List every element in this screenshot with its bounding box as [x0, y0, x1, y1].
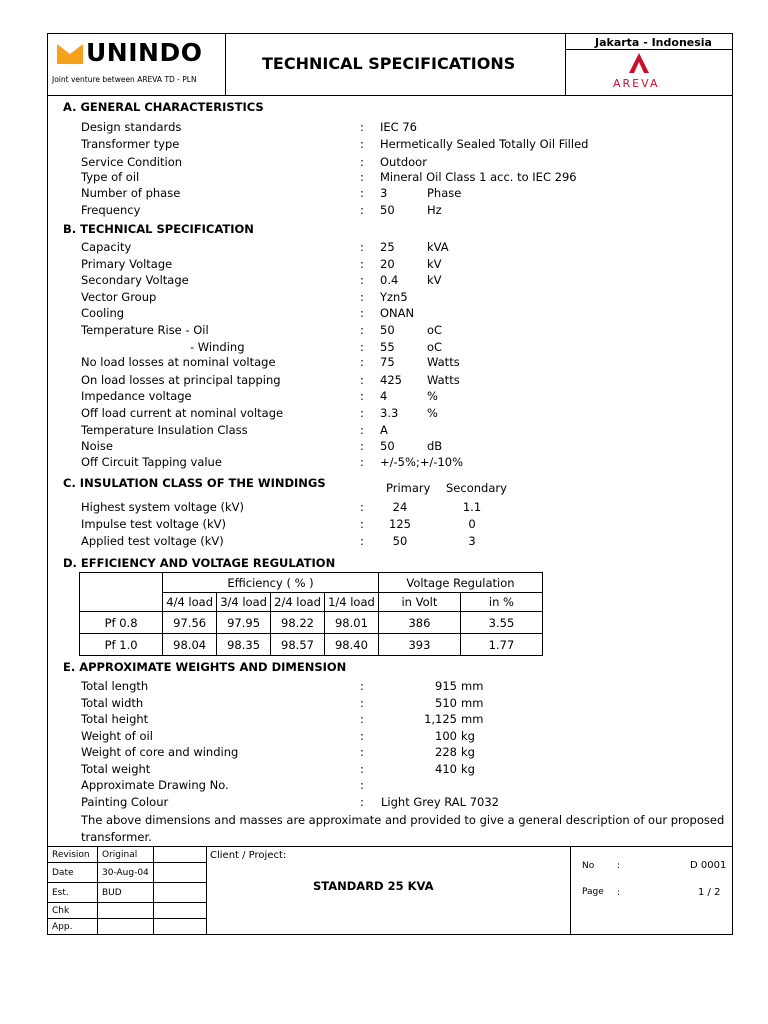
eff-corner-cell [80, 573, 163, 612]
doc-no-label: No [582, 861, 595, 871]
load-header: 2/4 load [271, 593, 325, 612]
page-label: Page [582, 887, 604, 897]
spec-value: +/-5%;+/-10% [380, 455, 463, 469]
efficiency-cell: 98.57 [271, 634, 325, 656]
spec-label: Capacity [81, 240, 132, 254]
spec-unit: kV [427, 273, 442, 287]
areva-logo [627, 51, 651, 78]
load-header: 1/4 load [324, 593, 378, 612]
insulation-colon: : [360, 500, 364, 514]
spec-colon: : [360, 373, 364, 387]
spec-unit: Watts [427, 373, 460, 387]
dimension-colon: : [360, 712, 364, 726]
date-value: 30-Aug-04 [98, 863, 154, 883]
chk-label: Chk [48, 903, 98, 919]
spec-value: Yzn5 [380, 290, 408, 304]
dimension-unit: kg [461, 762, 475, 776]
spec-unit: kV [427, 257, 442, 271]
unindo-mark-icon [55, 40, 85, 66]
dimension-label: Total length [81, 679, 149, 693]
dimension-value: 100 [435, 729, 457, 743]
section-e-title: E. APPROXIMATE WEIGHTS AND DIMENSION [63, 660, 347, 674]
doc-no-value: D 0001 [690, 860, 727, 871]
date-label: Date [48, 863, 98, 883]
efficiency-table [79, 572, 543, 656]
spec-colon: : [360, 203, 364, 217]
efficiency-cell: 98.40 [324, 634, 378, 656]
spec-value: 25 [380, 240, 395, 254]
spec-label: Vector Group [81, 290, 157, 304]
spec-label: On load losses at principal tapping [81, 373, 281, 387]
dimension-note-cont: transformer. [81, 830, 152, 844]
efficiency-cell: 97.95 [217, 612, 271, 634]
dimension-unit: kg [461, 729, 475, 743]
spec-unit: % [427, 406, 438, 420]
spec-unit: oC [427, 323, 443, 337]
insulation-colon: : [360, 517, 364, 531]
efficiency-cell: 97.56 [163, 612, 217, 634]
dimension-unit: kg [461, 745, 475, 759]
spec-label: Frequency [81, 203, 141, 217]
joint-venture-text: Joint venture between AREVA TD - PLN [52, 75, 197, 84]
insulation-secondary: 1.1 [462, 500, 482, 514]
dimension-unit: mm [461, 679, 484, 693]
spec-unit: kVA [427, 240, 449, 254]
spec-label: Type of oil [81, 170, 140, 184]
spec-colon: : [360, 257, 364, 271]
col-secondary-header: Secondary [446, 481, 507, 495]
spec-label: Temperature Rise - Oil [81, 323, 209, 337]
areva-text: AREVA [613, 77, 660, 90]
dimension-colon: : [360, 696, 364, 710]
est-empty [154, 883, 207, 903]
dimension-value: 915 [435, 679, 457, 693]
spec-value: 425 [380, 373, 402, 387]
spec-label: Primary Voltage [81, 257, 173, 271]
insulation-primary: 24 [392, 500, 408, 514]
insulation-secondary: 0 [468, 517, 476, 531]
spec-colon: : [360, 323, 364, 337]
est-label: Est. [48, 883, 98, 903]
header-divider-h2 [565, 49, 733, 50]
location-text: Jakarta - Indonesia [595, 36, 712, 49]
spec-label: - Winding [190, 340, 245, 354]
header-divider-v2 [565, 33, 566, 95]
paint-label: Painting Colour [81, 795, 169, 809]
spec-colon: : [360, 340, 364, 354]
revision-table [47, 846, 207, 935]
spec-value: 75 [380, 355, 395, 369]
spec-unit: Watts [427, 355, 460, 369]
spec-colon: : [360, 389, 364, 403]
spec-label: Transformer type [81, 137, 180, 151]
spec-value: Outdoor [380, 155, 427, 169]
section-a-title: A. GENERAL CHARACTERISTICS [63, 100, 264, 114]
project-name: STANDARD 25 KVA [313, 879, 434, 893]
regulation-pct-cell: 1.77 [460, 634, 542, 656]
insulation-label: Applied test voltage (kV) [81, 534, 224, 548]
dimension-colon: : [360, 679, 364, 693]
footer-divider-v [570, 846, 571, 935]
date-empty [154, 863, 207, 883]
page-colon: : [617, 888, 621, 898]
dimension-value: 1,125 [424, 712, 457, 726]
revision-label: Revision [48, 847, 98, 863]
spec-value: ONAN [380, 306, 415, 320]
dimension-label: Total weight [81, 762, 151, 776]
spec-colon: : [360, 186, 364, 200]
regulation-volt-cell: 393 [378, 634, 460, 656]
areva-mark-icon [627, 51, 651, 75]
efficiency-cell: 98.04 [163, 634, 217, 656]
spec-colon: : [360, 240, 364, 254]
dimension-colon: : [360, 762, 364, 776]
section-d-title: D. EFFICIENCY AND VOLTAGE REGULATION [63, 556, 336, 570]
dimension-value: 510 [435, 696, 457, 710]
doc-no-colon: : [617, 861, 621, 871]
spec-label: Cooling [81, 306, 125, 320]
spec-value: 3.3 [380, 406, 399, 420]
section-c-title: C. INSULATION CLASS OF THE WINDINGS [63, 476, 326, 490]
spec-value: Hermetically Sealed Totally Oil Filled [380, 137, 589, 151]
spec-value: 4 [380, 389, 388, 403]
efficiency-cell: 98.22 [271, 612, 325, 634]
spec-unit: Hz [427, 203, 442, 217]
dimension-colon: : [360, 745, 364, 759]
spec-unit: % [427, 389, 438, 403]
regulation-volt-cell: 386 [378, 612, 460, 634]
spec-value: 3 [380, 186, 388, 200]
insulation-label: Highest system voltage (kV) [81, 500, 245, 514]
dimension-label: Weight of core and winding [81, 745, 239, 759]
spec-value: 50 [380, 439, 395, 453]
regulation-col-header: in % [460, 593, 542, 612]
spec-label: Design standards [81, 120, 182, 134]
power-factor-cell: Pf 1.0 [80, 634, 163, 656]
paint-value: Light Grey RAL 7032 [381, 795, 499, 809]
regulation-pct-cell: 3.55 [460, 612, 542, 634]
regulation-header: Voltage Regulation [378, 573, 542, 593]
revision-empty [154, 847, 207, 863]
spec-colon: : [360, 120, 364, 134]
spec-unit: oC [427, 340, 443, 354]
chk-empty [154, 903, 207, 919]
spec-label: Secondary Voltage [81, 273, 189, 287]
spec-label: Off Circuit Tapping value [81, 455, 222, 469]
spec-colon: : [360, 273, 364, 287]
spec-label: No load losses at nominal voltage [81, 355, 276, 369]
dimension-unit: mm [461, 712, 484, 726]
spec-value: 20 [380, 257, 395, 271]
spec-colon: : [360, 306, 364, 320]
insulation-primary: 50 [392, 534, 408, 548]
dimension-label: Approximate Drawing No. [81, 778, 229, 792]
spec-value: 50 [380, 323, 395, 337]
spec-colon: : [360, 155, 364, 169]
brand-name: UNINDO [86, 38, 203, 67]
spec-value: Mineral Oil Class 1 acc. to IEC 296 [380, 170, 577, 184]
spec-value: 50 [380, 203, 395, 217]
col-primary-header: Primary [386, 481, 431, 495]
unindo-logo [55, 40, 85, 69]
spec-colon: : [360, 423, 364, 437]
dimension-note: The above dimensions and masses are approximate and provided to give a general description of our proposed [81, 813, 725, 827]
efficiency-cell: 98.35 [217, 634, 271, 656]
spec-value: A [380, 423, 388, 437]
spec-colon: : [360, 439, 364, 453]
page-title: TECHNICAL SPECIFICATIONS [262, 54, 516, 73]
spec-colon: : [360, 455, 364, 469]
load-header: 3/4 load [217, 593, 271, 612]
dimension-colon: : [360, 729, 364, 743]
dimension-label: Total width [81, 696, 144, 710]
efficiency-cell: 98.01 [324, 612, 378, 634]
header-divider [47, 95, 733, 96]
insulation-label: Impulse test voltage (kV) [81, 517, 226, 531]
power-factor-cell: Pf 0.8 [80, 612, 163, 634]
spec-colon: : [360, 290, 364, 304]
dimension-value: 410 [435, 762, 457, 776]
app-value [98, 919, 154, 935]
spec-label: Noise [81, 439, 113, 453]
dimension-label: Weight of oil [81, 729, 153, 743]
spec-unit: Phase [427, 186, 462, 200]
insulation-colon: : [360, 534, 364, 548]
app-empty [154, 919, 207, 935]
spec-value: IEC 76 [380, 120, 417, 134]
dimension-label: Total height [81, 712, 149, 726]
app-label: App. [48, 919, 98, 935]
client-label: Client / Project: [210, 850, 287, 861]
load-header: 4/4 load [163, 593, 217, 612]
spec-value: 55 [380, 340, 395, 354]
paint-colon: : [360, 795, 364, 809]
section-b-title: B. TECHNICAL SPECIFICATION [63, 222, 254, 236]
spec-colon: : [360, 170, 364, 184]
spec-label: Number of phase [81, 186, 181, 200]
header-divider-v1 [225, 33, 226, 95]
spec-value: 0.4 [380, 273, 399, 287]
regulation-col-header: in Volt [378, 593, 460, 612]
est-value: BUD [98, 883, 154, 903]
dimension-colon: : [360, 778, 364, 792]
insulation-secondary: 3 [468, 534, 476, 548]
insulation-primary: 125 [389, 517, 411, 531]
spec-label: Temperature Insulation Class [81, 423, 248, 437]
page-value: 1 / 2 [698, 887, 721, 898]
spec-colon: : [360, 406, 364, 420]
spec-label: Impedance voltage [81, 389, 192, 403]
revision-original: Original [98, 847, 154, 863]
efficiency-header: Efficiency ( % ) [163, 573, 379, 593]
spec-colon: : [360, 355, 364, 369]
spec-colon: : [360, 137, 364, 151]
spec-label: Off load current at nominal voltage [81, 406, 284, 420]
spec-label: Service Condition [81, 155, 183, 169]
dimension-value: 228 [435, 745, 457, 759]
chk-value [98, 903, 154, 919]
dimension-unit: mm [461, 696, 484, 710]
spec-unit: dB [427, 439, 443, 453]
